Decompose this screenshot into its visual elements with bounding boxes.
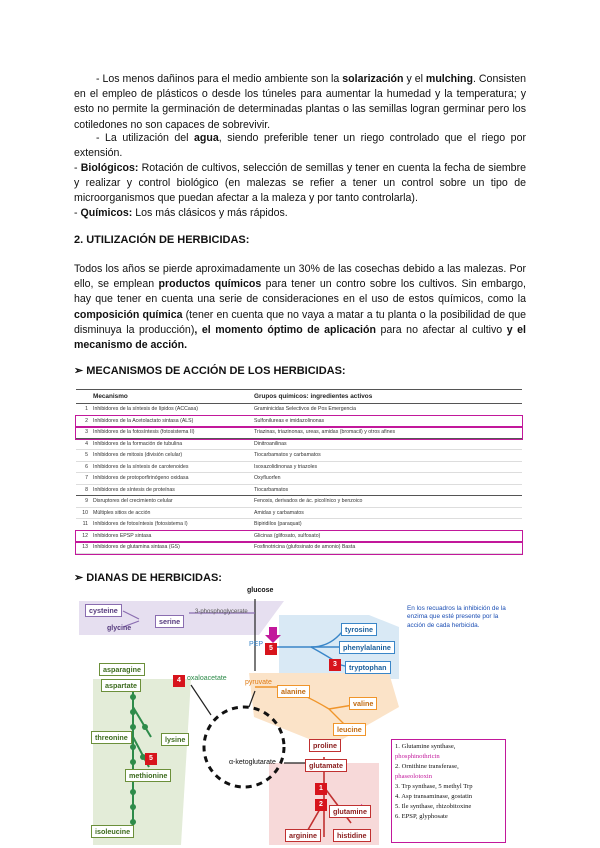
glucose-label: glucose xyxy=(247,587,274,594)
row-number: 11 xyxy=(82,521,88,527)
proline-node: proline xyxy=(309,739,341,752)
legend-item: 1. Glutamine synthase, xyxy=(395,743,456,750)
aspartate-node: aspartate xyxy=(101,679,141,692)
row-number: 10 xyxy=(82,509,88,516)
glutamate-node: glutamate xyxy=(305,759,347,772)
table-header xyxy=(76,390,522,404)
row-number: 5 xyxy=(85,452,88,458)
phosphoglycerate-label: 3-phosphoglycerate xyxy=(195,609,248,615)
row-number: 3 xyxy=(85,429,88,435)
row-mecanismo: Inhibidores de glutamina sintasa (GS) xyxy=(93,544,180,550)
section-heading-dianas: ➢ DIANAS DE HERBICIDAS: xyxy=(74,572,222,584)
paragraph-quimicos: - Químicos: Los más clásicos y más rápidos. xyxy=(74,207,288,219)
row-mecanismo: Inhibidores de la síntesis de carotenoides xyxy=(93,463,189,470)
oxaloacetate-label: oxaloacetate xyxy=(187,675,227,682)
row-number: 12 xyxy=(82,532,88,539)
histidine-node: histidine xyxy=(333,829,371,842)
enzyme-legend xyxy=(391,739,506,843)
methionine-node: methionine xyxy=(125,769,171,782)
table-row xyxy=(76,427,522,439)
legend-item: 5. Ile synthase, rhizobitoxine xyxy=(395,803,472,810)
table-row xyxy=(76,542,522,554)
table-row xyxy=(76,508,522,520)
table-body xyxy=(76,404,522,554)
leucine-node: leucine xyxy=(333,723,366,736)
row-mecanismo: Inhibidores de la fotosíntesis (fotosistema II) xyxy=(93,429,195,435)
row-grupos: Isoxazolidinonas y triazoles xyxy=(254,463,318,470)
paragraph-agua: - La utilización del agua, siendo preferible tener un riego controlado que el riego por extensión. xyxy=(74,132,526,160)
alanine-node: alanine xyxy=(277,685,310,698)
row-number: 8 xyxy=(85,486,88,493)
row-number: 9 xyxy=(85,498,88,504)
row-grupos: Glicinas (glifosato, sulfosato) xyxy=(254,532,321,539)
row-mecanismo: Inhibidores de síntesis de proteínas xyxy=(93,486,175,493)
arginine-node: arginine xyxy=(285,829,321,842)
row-number: 7 xyxy=(85,475,88,481)
row-grupos: Graminicidas Selectivos de Pos Emergencia xyxy=(254,406,357,412)
glutamine-node: glutamine xyxy=(329,805,371,818)
row-mecanismo: Inhibidores de protoporfirinógeno oxidasa xyxy=(93,475,189,481)
cysteine-node: cysteine xyxy=(85,604,122,617)
row-grupos: Oxyfluorfen xyxy=(254,475,281,481)
mechanisms-table xyxy=(76,389,522,554)
asparagine-node: asparagine xyxy=(99,663,145,676)
target-3-trp: 3 xyxy=(329,659,341,671)
table-row xyxy=(76,416,522,428)
row-grupos: Triazinas, triazinonas, ureas, amidas (bromacil) y otros afines xyxy=(254,429,396,435)
glycine-label: glycine xyxy=(107,625,132,632)
legend-item: 2. Ornithine transferase, xyxy=(395,763,459,770)
isoleucine-node: isoleucine xyxy=(91,825,134,838)
paragraph-fisicos: - Los menos dañinos para el medio ambiente son la solarización y el mulching. Consisten en el empleo de plásticos o desde los túneles para aumentar la humedad y la temperatura; y esto no permite la germinación de determinadas plantas o las semillas logran germinar pero los cotiledones no son capaces de sobrevivir. xyxy=(74,73,527,131)
row-grupos: Tiocarbamatos y carbamatos xyxy=(254,452,321,458)
target-4-asp: 4 xyxy=(173,675,185,687)
legend-item: phaseolotoxin xyxy=(395,773,432,780)
table-header-grupos: Grupos químicos: ingredientes activos xyxy=(254,393,373,400)
row-mecanismo: Inhibidores de la síntesis de lípidos (ACCasa) xyxy=(93,406,198,412)
row-number: 1 xyxy=(85,406,88,412)
row-grupos: Bipiridilos (paraquat) xyxy=(254,521,302,527)
serine-node: serine xyxy=(155,615,184,628)
target-5-epsp: 5 xyxy=(265,643,277,655)
threonine-node: threonine xyxy=(91,731,132,744)
herbicide-targets-diagram xyxy=(79,587,525,845)
table-row xyxy=(76,485,522,497)
row-mecanismo: Disruptores del crecimiento celular xyxy=(93,498,173,504)
legend-item: phosphinothricin xyxy=(395,753,440,760)
ketoglutarate-label: α-ketoglutarate xyxy=(229,759,276,766)
table-row xyxy=(76,439,522,451)
row-grupos: Dinitroanilinas xyxy=(254,440,287,447)
table-header-mecanismo: Mecanismo xyxy=(93,393,128,400)
table-row xyxy=(76,450,522,462)
table-row xyxy=(76,473,522,485)
table-row xyxy=(76,519,522,531)
pep-label: PEP xyxy=(249,641,264,648)
row-grupos: Fosfinotricina (glufosinato de amonio) Basta xyxy=(254,544,356,550)
row-mecanismo: Inhibidores de fotosíntesis (fotosistema I) xyxy=(93,521,188,527)
pyruvate-label: pyruvate xyxy=(245,679,272,686)
table-row xyxy=(76,404,522,416)
table-row xyxy=(76,462,522,474)
row-number: 4 xyxy=(85,440,88,447)
oxaloacetate-link xyxy=(191,685,211,715)
legend-item: 4. Asp transaminase, gostatin xyxy=(395,793,473,800)
table-row xyxy=(76,496,522,508)
target-1-gs: 1 xyxy=(315,783,327,795)
row-mecanismo: Inhibidores de mitosis (división celular) xyxy=(93,452,183,458)
row-mecanismo: Múltiples sitios de acción xyxy=(93,509,151,516)
row-grupos: Tiocarbamatos xyxy=(254,486,289,493)
row-number: 13 xyxy=(82,544,88,550)
lysine-node: lysine xyxy=(161,733,189,746)
herbicide-arrow-top xyxy=(265,627,281,643)
row-grupos: Fenoxis, derivados de ác. picolínico y benzoico xyxy=(254,498,363,504)
table-row xyxy=(76,531,522,543)
paragraph-herbicidas: Todos los años se pierde aproximadamente un 30% de las cosechas debido a las malezas. Por ello, se emplean productos químicos para tener un contro sobre los cultivos. Sin embargo, hay que tener en cuenta una serie de consideraciones en el uso de estos químicos, como la composición química (tener en cuenta que no vaya a matar a tu planta o la posibilidad de que disminuya la producción), el momento óptimo de aplicación para no afectar al cultivo y el mecanismo de acción. xyxy=(74,263,527,352)
target-5-ile: 5 xyxy=(145,753,157,765)
row-grupos: Amidas y carbamatos xyxy=(254,509,304,516)
row-mecanismo: Inhibidores EPSP sintasa xyxy=(93,532,152,539)
tryptophan-node: tryptophan xyxy=(345,661,391,674)
row-mecanismo: Inhibidores de la Acetolactato sintasa (ALS) xyxy=(93,417,194,424)
phenylalanine-node: phenylalanine xyxy=(339,641,395,654)
row-mecanismo: Inhibidores de la formación de tubulina xyxy=(93,440,183,447)
target-2-ornithine: 2 xyxy=(315,799,327,811)
legend-item: 3. Trp synthase, 5 methyl Trp xyxy=(395,783,473,790)
aspartate-family-band xyxy=(93,679,191,845)
paragraph-biologicos: - Biológicos: Rotación de cultivos, selección de semillas y tener en cuenta la fecha de siembre y realizar y control biológico (en malezas se refier a tener un control sobre un tipo de microorganismos que puedan afectar a la maleza y por tanto controlarla). xyxy=(74,162,526,205)
legend-item: 6. EPSP, glyphosate xyxy=(395,813,448,820)
valine-node: valine xyxy=(349,697,377,710)
section-heading-herbicidas: 2. UTILIZACIÓN DE HERBICIDAS: xyxy=(74,234,250,246)
row-grupos: Sulfonilureas e imidazolinonas xyxy=(254,417,325,424)
section-heading-mecanismos: ➢ MECANISMOS DE ACCIÓN DE LOS HERBICIDAS: xyxy=(74,365,346,377)
tyrosine-node: tyrosine xyxy=(341,623,377,636)
diagram-note: En los recuadros la inhibición de la enzima que esté presente por la acción de cada herbicida. xyxy=(407,605,506,629)
row-number: 6 xyxy=(85,463,88,470)
row-number: 2 xyxy=(85,417,88,424)
